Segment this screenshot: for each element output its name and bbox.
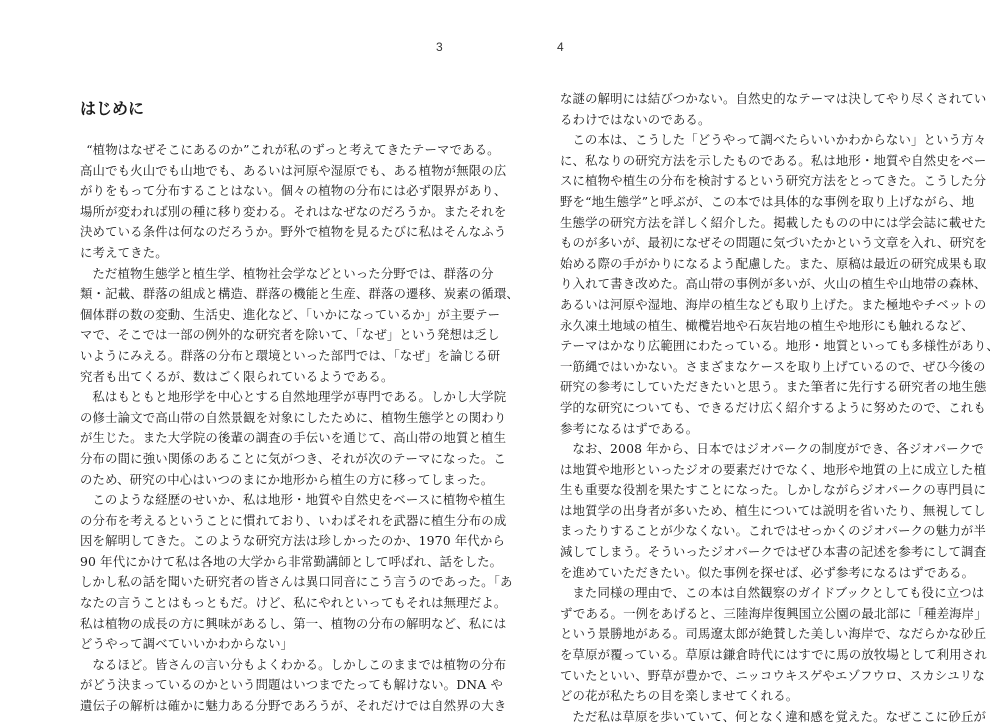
text-line: を草原が覆っている。草原は鎌倉時代にはすでに馬の放牧場として利用され [560,647,987,663]
text-line: この本は、こうした「どうやって調べたらいいかわからない」という方々 [572,132,987,148]
text-line: “植物はなぜそこにあるのか”これが私のずっと考えてきたテーマである。 [86,142,500,157]
text-line: るわけではないのである。 [560,111,711,127]
text-line: に考えてきた。 [80,244,168,260]
text-line: 高山でも火山でも山地でも、あるいは河原や湿原でも、ある植物が無限の広 [80,162,507,178]
text-line: 分布の間に強い関係のあることに気がつき、それが次のテーマになった。こ [80,450,506,466]
page-number-right: 4 [557,40,564,54]
text-line: このような経歴のせいか、私は地形・地質や自然史をベースに植物や植生 [92,492,506,508]
text-line: しかし私の話を聞いた研究者の皆さんは異口同音にこう言うのであった。「あ [80,574,513,590]
text-line: 私は植物の成長の方に興味があるし、第一、植物の分布の解明など、私には [80,615,507,631]
text-line: テーマはかなり広範囲にわたっている。地形・地質といっても多様性があり、 [560,338,999,354]
text-line: どうやって調べていいかわからない」 [80,636,294,652]
text-line: また同様の理由で、この本は自然観察のガイドブックとしても役に立つは [572,585,985,601]
text-line: の修士論文で高山帯の自然景観を対象にしたために、植物生態学との関わり [80,409,507,425]
text-line: なるほど。皆さんの言い分もよくわかる。しかしこのままでは植物の分布 [92,656,507,672]
text-line: の分布を考えるということに慣れており、いわばそれを武器に植生分布の成 [80,512,507,528]
text-line: スに植物や植生の分布を検討するという研究方法をとってきた。こうした分 [560,173,987,189]
text-line: 90 年代にかけて私は各地の大学から非常勤講師として呼ばれ、話をした。 [80,553,503,569]
text-line: マで、そこでは一部の例外的な研究者を除いて、「なぜ」という発想は乏し [80,327,500,343]
text-line: どの花が私たちの目を楽しませてくれる。 [560,688,799,704]
text-line: 類・記載、群落の組成と構造、群落の機能と生産、群落の遷移、炭素の循環、 [80,286,519,302]
text-line: 始める際の手がかりになるよう配慮した。また、原稿は最近の研究成果も取 [560,255,987,271]
text-line: がどう決まっているのかという問題はいつまでたっても解けない。DNA や [80,677,504,693]
text-line: な謎の解明には結びつかない。自然史的なテーマは決してやり尽くされてい [560,91,987,106]
text-line: 究者も出てくるが、数はごく限られているようである。 [80,368,394,384]
chapter-heading: はじめに [80,99,145,118]
text-line: 個体群の数の変動、生活史、進化など、「いかになっているか」が主要テー [80,306,501,322]
text-line: あるいは河原や湿地、海岸の植生なども取り上げた。また極地やチベットの [560,296,987,312]
text-line: 場所が変われば別の種に移り変わる。それはなぜなのだろうか。またそれを [80,203,507,219]
text-line: なお、2008 年から、日本ではジオパークの制度ができ、各ジオパークで [572,441,984,457]
text-line: 因を解明してきた。このような研究方法は珍しかったのか、1970 年代から [80,533,505,549]
text-line: ただ私は草原を歩いていて、何となく違和感を覚えた。なぜここに砂丘が [572,708,986,724]
text-line: 生も重要な役割を果たすことになった。しかしながらジオパークの専門員に [560,482,987,498]
text-line: 決めている条件は何なのだろうか。野外で植物を見るたびに私はそんなふう [80,224,507,240]
text-line: に、私なりの研究方法を示したものである。私は地形・地質や自然史をベー [560,152,987,168]
page-number-left: 3 [436,40,443,54]
text-line: 野を“地生態学”と呼ぶが、この本では具体的な事例を取り上げながら、地 [560,193,975,209]
text-line: なたの言うことはもっともだ。けど、私にやれといってもそれは無理だよ。 [80,595,507,611]
text-line: 生態学の研究方法を詳しく紹介した。掲載したものの中には学会誌に載せた [560,214,987,230]
text-line: のため、研究の中心はいつのまにか地形から植生の方に移ってしまった。 [80,471,494,487]
text-line: ただ植物生態学と植生学、植物社会学などといった分野では、群落の分 [92,265,494,281]
text-line: り入れて書き改めた。高山帯の事例が多いが、火山の植生や山地帯の森林、 [560,276,987,292]
text-line: は地質や地形といったジオの要素だけでなく、地形や地質の上に成立した植 [560,461,987,477]
text-line: ずである。一例をあげると、三陸海岸復興国立公園の最北部に「種差海岸」 [560,605,987,621]
text-line: 永久凍土地域の植生、橄欖岩地や石灰岩地の植生や地形にも触れるなど、 [560,317,974,333]
text-line: 一筋縄ではいかない。さまざまなケースを取り上げているので、ぜひ今後の [560,358,986,374]
text-line: 遺伝子の解析は確かに魅力ある分野であろうが、それだけでは自然界の大き [80,698,507,714]
text-line: 減してしまう。そういったジオパークではぜひ本書の記述を参考にして調査 [560,544,987,560]
text-line: は地質学の出身者が多いため、植生については説明を省いたり、無視してし [560,502,986,518]
text-line: がりをもって分布することはない。個々の植物の分布には必ず限界があり、 [80,183,507,199]
text-line: 研究の参考にしていただきたいと思う。また筆者に先行する研究者の地生態 [560,379,987,395]
text-line: という景勝地がある。司馬遼太郎が絶賛した美しい海岸で、なだらかな砂丘 [560,626,987,642]
right-page-text [560,89,999,727]
text-line: いようにみえる。群落の分布と環境といった部門では、「なぜ」を論じる研 [80,347,501,363]
left-page-text [80,140,519,717]
text-line: を進めていただきたい。似た事例を探せば、必ず参考になるはずである。 [560,564,975,580]
text-line: ていたといい、野草が豊かで、ニッコウキスゲやエゾフウロ、スカシユリな [560,667,985,683]
text-line: 参考になるはずである。 [560,420,699,436]
text-line: 学的な研究についても、できるだけ広く紹介するように努めたので、これも [560,399,986,415]
text-line: ものが多いが、最初になぜその問題に気づいたかという文章を入れ、研究を [560,235,988,251]
text-line: まったりすることが少なくない。これではせっかくのジオパークの魅力が半 [560,523,986,539]
text-line: が生じた。また大学院の後輩の調査の手伝いを通じて、高山帯の地質と植生 [80,430,507,446]
text-line: 私はもともと地形学を中心とする自然地理学が専門である。しかし大学院 [92,389,507,405]
